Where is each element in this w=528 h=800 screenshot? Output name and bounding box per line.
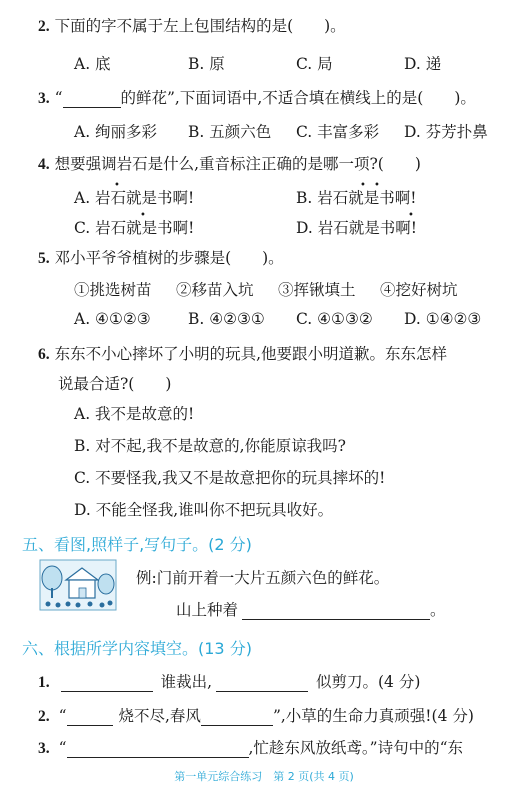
- s6-l2-blank1[interactable]: [67, 711, 113, 726]
- s6-line2: [38, 704, 474, 726]
- q3-option-c[interactable]: C. 丰富多彩: [296, 123, 380, 141]
- stress-dot-a: •: [114, 180, 120, 191]
- q3-number: 3.: [38, 90, 50, 107]
- q4-number: 4.: [38, 156, 50, 173]
- s6-l2-quote-open: “: [58, 707, 67, 725]
- q5-step-3: ③挥锹填土: [278, 281, 356, 299]
- q2-option-c[interactable]: C. 局: [296, 55, 333, 73]
- q6-option-a[interactable]: A. 我不是故意的!: [74, 405, 195, 423]
- s6-line1: [38, 670, 420, 692]
- q3-quote-open: “: [54, 89, 63, 107]
- q6-text-line2: 说最合适?( ): [58, 375, 172, 393]
- stress-dot-d: •: [408, 210, 414, 221]
- stress-dot-c: •: [140, 210, 146, 221]
- q4-stem: [38, 152, 421, 174]
- section-5-title: 五、看图,照样子,写句子。(2 分): [22, 535, 252, 554]
- page-footer: 第一单元综合练习 第 2 页(共 4 页): [174, 770, 354, 783]
- q3-blank[interactable]: [63, 93, 121, 108]
- section-6-title: 六、根据所学内容填空。(13 分): [22, 639, 252, 658]
- section-5-answer-blank[interactable]: [242, 605, 430, 620]
- s6-l1-blank1[interactable]: [61, 677, 153, 692]
- section-5-prompt: [176, 598, 446, 620]
- q5-option-a[interactable]: A. ④①②③: [74, 310, 151, 328]
- s6-l3-end: ,忙趁东风放纸鸢。”诗句中的“东: [248, 739, 464, 757]
- s6-l2-number: 2.: [38, 708, 50, 725]
- q6-text-line1: 东东不小心摔坏了小明的玩具,他要跟小明道歉。东东怎样: [54, 345, 447, 363]
- section-5-period: 。: [430, 601, 446, 619]
- s6-l2-mid: 烧不尽,春风: [118, 707, 201, 725]
- q5-text: 邓小平爷爷植树的步骤是( )。: [54, 249, 284, 267]
- q2-stem: [38, 14, 346, 36]
- q6-number: 6.: [38, 346, 50, 363]
- q5-step-4: ④挖好树坑: [380, 281, 458, 299]
- q5-step-2: ②移苗入坑: [176, 281, 254, 299]
- s6-l3-blank[interactable]: [67, 743, 249, 758]
- q4-text: 想要强调岩石是什么,重音标注正确的是哪一项?( ): [54, 155, 421, 173]
- q3-stem: [38, 86, 476, 108]
- q4-option-a[interactable]: A. 岩石就是书啊!: [74, 189, 195, 207]
- s6-l2-end: ”,小草的生命力真顽强!(4 分): [272, 707, 474, 725]
- q4-option-d[interactable]: D. 岩石就是书啊!: [296, 219, 417, 237]
- q4-option-c[interactable]: C. 岩石就是书啊!: [74, 219, 195, 237]
- q4-option-b[interactable]: B. 岩石就是书啊!: [296, 189, 417, 207]
- section-5-example: 例:门前开着一大片五颜六色的鲜花。: [136, 569, 390, 587]
- q6-option-c[interactable]: C. 不要怪我,我又不是故意把你的玩具摔坏的!: [74, 469, 386, 487]
- q2-text: 下面的字不属于左上包围结构的是( )。: [54, 17, 346, 35]
- s6-line3: [38, 736, 463, 758]
- q6-option-d[interactable]: D. 不能全怪我,谁叫你不把玩具收好。: [74, 501, 334, 519]
- s6-l3-quote-open: “: [58, 739, 67, 757]
- q2-option-b[interactable]: B. 原: [188, 55, 225, 73]
- q5-option-d[interactable]: D. ①④②③: [404, 310, 482, 328]
- q6-stem: [38, 342, 447, 364]
- q5-option-c[interactable]: C. ④①③②: [296, 310, 373, 328]
- s6-l1-mid: 谁裁出,: [160, 673, 212, 691]
- q2-option-d[interactable]: D. 递: [404, 55, 442, 73]
- stress-dot-b1: •: [360, 180, 366, 191]
- q6-option-b[interactable]: B. 对不起,我不是故意的,你能原谅我吗?: [74, 437, 346, 455]
- q5-number: 5.: [38, 250, 50, 267]
- q2-option-a[interactable]: A. 底: [74, 55, 111, 73]
- q3-option-b[interactable]: B. 五颜六色: [188, 123, 272, 141]
- s6-l1-number: 1.: [38, 674, 50, 691]
- house-flowers-illustration: [38, 558, 118, 612]
- q5-option-b[interactable]: B. ④②③①: [188, 310, 265, 328]
- s6-l1-end: 似剪刀。(4 分): [316, 673, 421, 691]
- q3-option-a[interactable]: A. 绚丽多彩: [74, 123, 158, 141]
- stress-dot-b2: •: [374, 180, 380, 191]
- s6-l2-blank2[interactable]: [201, 711, 273, 726]
- q5-step-1: ①挑选树苗: [74, 281, 152, 299]
- q2-number: 2.: [38, 18, 50, 35]
- s6-l3-number: 3.: [38, 740, 50, 757]
- q5-stem: [38, 246, 284, 268]
- s6-l1-blank2[interactable]: [216, 677, 308, 692]
- q3-option-d[interactable]: D. 芬芳扑鼻: [404, 123, 488, 141]
- section-5-prompt-text: 山上种着: [176, 601, 239, 619]
- q3-text: 的鲜花”,下面词语中,不适合填在横线上的是( )。: [120, 89, 476, 107]
